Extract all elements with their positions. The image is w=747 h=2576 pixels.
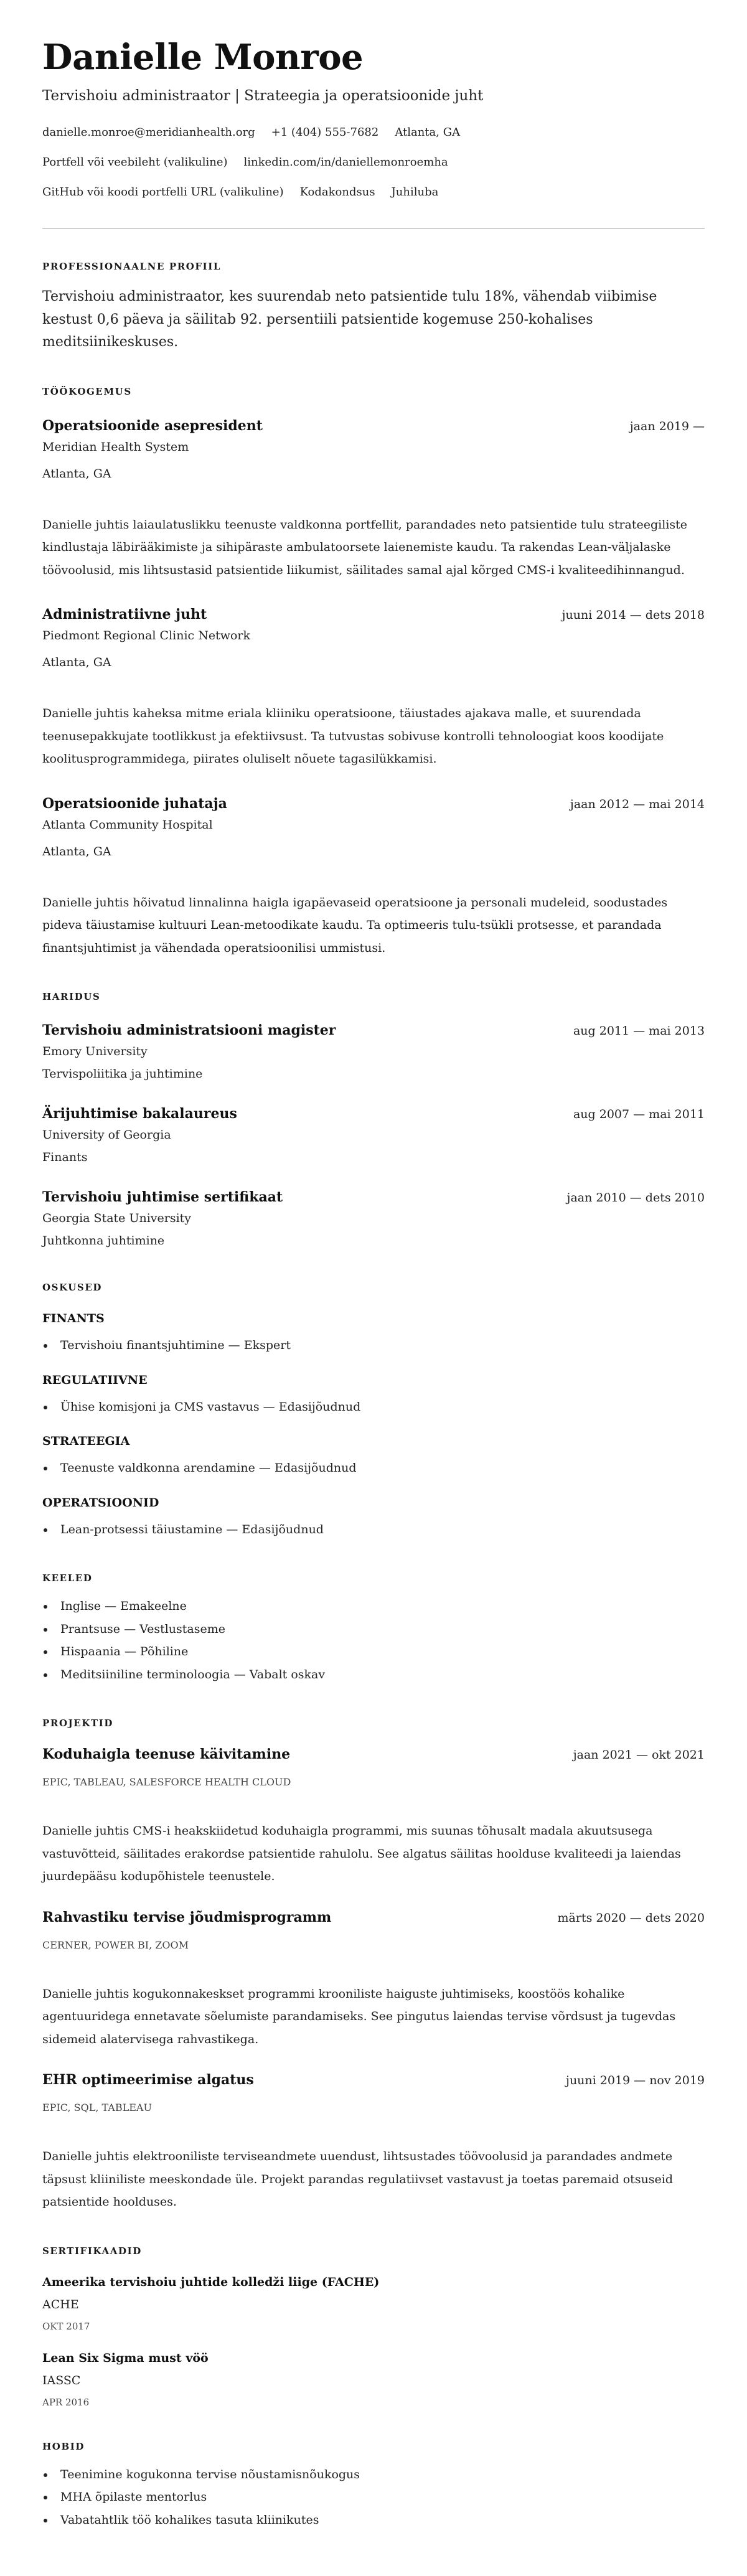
degree-title: Tervishoiu juhtimise sertifikaat: [42, 1189, 283, 1205]
job-header: [42, 416, 705, 436]
hobby-item: Vabatahtlik töö kohalikes tasuta kliinikutes: [42, 2509, 705, 2532]
hobby-item: Teenimine kogukonna tervise nõustamisnõukogus: [42, 2463, 705, 2486]
contact-line: [42, 118, 705, 148]
project-description: Danielle juhtis kogukonnakeskset programmi krooniliste haiguste juhtimiseks, koostöös kohalike agentuuridega ennetavate sõelumiste parandamiseks. See pingutus laiendas tervise võrdsust ja tugevdas sidemeid alatervisega rahvastikega.: [42, 1986, 676, 2046]
job-location: Atlanta, GA: [42, 656, 111, 669]
certification-issuer: IASSC: [42, 2373, 81, 2387]
profile-summary: Tervishoiu administraator, kes suurendab neto patsientide tulu 18%, vähendab viibimise kestust 0,6 päeva ja säilitab 92. persentiili patsientide kogemuse 250-kohalises meditsiinikeskuses.: [42, 289, 657, 350]
section-heading: OSKUSED: [42, 1282, 102, 1293]
language-item: Hispaania — Põhiline: [42, 1640, 705, 1663]
job-header: [42, 605, 705, 624]
section-heading: PROFESSIONAALNE PROFIIL: [42, 261, 222, 272]
contact-item: +1 (404) 555-7682: [271, 126, 379, 139]
certification-date: APR 2016: [42, 2396, 90, 2408]
project-dates: juuni 2019 — nov 2019: [566, 2074, 705, 2087]
skill-category: FINANTS: [42, 1312, 105, 1325]
job-description: Danielle juhtis hõivatud linnalinna haigla igapäevaseid operatsioone ja personali mudeleid, soodustades pideva täiustamise kultuuri Lean-metoodikate kaudu. Ta optimeeris tulu-tsükli protsesse, et parandada finantsjuhtimist ja vähendada operatsioonilisi ummistusi.: [42, 895, 668, 955]
contact-link[interactable]: linkedin.com/in/daniellemonroemha: [243, 156, 448, 169]
education-entry: [42, 1188, 705, 1250]
skill-list: [42, 1518, 705, 1541]
contact-info: [42, 118, 705, 207]
section-heading: PROJEKTID: [42, 1718, 113, 1729]
contact-line: [42, 148, 705, 177]
skill-list: [42, 1396, 705, 1419]
skill-category: REGULATIIVNE: [42, 1373, 148, 1387]
skill-item: Ühise komisjoni ja CMS vastavus — Edasijõudnud: [42, 1396, 705, 1419]
section-heading: KEELED: [42, 1572, 93, 1584]
job-dates: jaan 2019 —: [629, 419, 705, 433]
contact-item: Kodakondsus: [299, 186, 375, 199]
language-item: Inglise — Emakeelne: [42, 1595, 705, 1618]
skill-list: [42, 1457, 705, 1480]
company-name: Piedmont Regional Clinic Network: [42, 629, 251, 642]
job-title: Operatsioonide asepresident: [42, 417, 263, 434]
section-heading: SERTIFIKAADID: [42, 2245, 142, 2257]
job-header: [42, 794, 705, 814]
project-header: [42, 1908, 705, 1927]
education-header: [42, 1188, 705, 1207]
education-dates: jaan 2010 — dets 2010: [566, 1191, 705, 1205]
project-dates: märts 2020 — dets 2020: [557, 1911, 705, 1925]
skill-item: Tervishoiu finantsjuhtimine — Ekspert: [42, 1334, 705, 1357]
certification-entry: [42, 2273, 705, 2333]
job-description: Danielle juhtis kaheksa mitme eriala kliiniku operatsioone, täiustades ajakava malle, et suurendada teenusepakkujate tootlikkust ja efektiivsust. Ta tutvustas sobivuse kontrolli tehnoloogiat koos koodijate koolitusprogrammidega, piirates oluliselt nõuete tagasilükkamisi.: [42, 707, 664, 766]
job-dates: jaan 2012 — mai 2014: [570, 797, 705, 811]
language-item: Meditsiiniline terminoloogia — Vabalt oskav: [42, 1663, 705, 1686]
certification-title: Ameerika tervishoiu juhtide kolledži liige (FACHE): [42, 2275, 380, 2289]
certification-issuer: ACHE: [42, 2297, 79, 2311]
section-heading: HARIDUS: [42, 991, 101, 1002]
skill-item: Teenuste valdkonna arendamine — Edasijõudnud: [42, 1457, 705, 1480]
language-list: [42, 1595, 705, 1686]
project-description: Danielle juhtis elektrooniliste terviseandmete uuendust, lihtsustades töövoolusid ja parandades andmete täpsust kliiniliste meeskondade üle. Projekt parandas regulatiivset vastavust ja toetas paremaid otsuseid patsientide hoolduses.: [42, 2150, 674, 2209]
job-location: Atlanta, GA: [42, 844, 111, 858]
skill-list: [42, 1334, 705, 1357]
project-title: EHR optimeerimise algatus: [42, 2072, 254, 2088]
job-dates: juuni 2014 — dets 2018: [561, 608, 705, 622]
project-entry: [42, 2071, 705, 2214]
education-entry: [42, 1021, 705, 1083]
field-of-study: Finants: [42, 1150, 88, 1164]
project-header: [42, 1745, 705, 1764]
project-header: [42, 2071, 705, 2090]
contact-item: Juhiluba: [391, 186, 439, 199]
job-location: Atlanta, GA: [42, 466, 111, 481]
project-dates: jaan 2021 — okt 2021: [573, 1748, 705, 1762]
education-header: [42, 1021, 705, 1040]
certification-title: Lean Six Sigma must vöö: [42, 2351, 209, 2365]
school-name: University of Georgia: [42, 1128, 171, 1142]
header-divider: [42, 228, 705, 229]
field-of-study: Tervispoliitika ja juhtimine: [42, 1067, 203, 1081]
company-name: Atlanta Community Hospital: [42, 817, 213, 832]
hobby-list: [42, 2463, 705, 2532]
resume-header: [42, 37, 705, 207]
education-header: [42, 1104, 705, 1124]
project-title: Rahvastiku tervise jõudmisprogramm: [42, 1909, 332, 1925]
project-description: Danielle juhtis CMS-i heakskiidetud koduhaigla programmi, mis suunas tõhusalt madala akuutsusega vastuvõtteid, säilitades erakordse patsientide rahulolu. See algatus säilitas hoolduse kvaliteedi ja laiendas juurdepääsu kodupõhistele teenustele.: [42, 1824, 681, 1883]
section-heading: HOBID: [42, 2440, 85, 2452]
contact-item: GitHub või koodi portfelli URL (valikuline): [42, 186, 284, 199]
school-name: Georgia State University: [42, 1211, 192, 1225]
project-title: Koduhaigla teenuse käivitamine: [42, 1746, 291, 1762]
contact-item: Atlanta, GA: [395, 126, 461, 139]
skill-category: OPERATSIOONID: [42, 1495, 159, 1510]
degree-title: Tervishoiu administratsiooni magister: [42, 1022, 336, 1038]
job-entry: [42, 605, 705, 771]
hobby-item: MHA õpilaste mentorlus: [42, 2486, 705, 2509]
project-tech-stack: EPIC, TABLEAU, SALESFORCE HEALTH CLOUD: [42, 1776, 291, 1788]
education-dates: aug 2007 — mai 2011: [573, 1107, 705, 1121]
field-of-study: Juhtkonna juhtimine: [42, 1234, 165, 1248]
contact-line: [42, 177, 705, 207]
contact-link[interactable]: danielle.monroe@meridianhealth.org: [42, 126, 255, 139]
skill-item: Lean-protsessi täiustamine — Edasijõudnud: [42, 1518, 705, 1541]
project-entry: [42, 1908, 705, 2051]
job-entry: [42, 416, 705, 582]
job-title: Operatsioonide juhataja: [42, 795, 227, 812]
skill-category: STRATEEGIA: [42, 1434, 130, 1448]
candidate-name: Danielle Monroe: [42, 37, 364, 78]
company-name: Meridian Health System: [42, 440, 189, 454]
job-title: Administratiivne juht: [42, 606, 207, 623]
project-tech-stack: CERNER, POWER BI, ZOOM: [42, 1939, 189, 1951]
project-entry: [42, 1745, 705, 1888]
certification-date: OKT 2017: [42, 2320, 90, 2332]
degree-title: Ärijuhtimise bakalaureus: [42, 1106, 237, 1122]
language-item: Prantsuse — Vestlustaseme: [42, 1618, 705, 1641]
certification-entry: [42, 2349, 705, 2409]
education-dates: aug 2011 — mai 2013: [573, 1024, 705, 1038]
headline: Tervishoiu administraator | Strateegia ja operatsioonide juht: [42, 88, 484, 104]
project-tech-stack: EPIC, SQL, TABLEAU: [42, 2102, 152, 2113]
school-name: Emory University: [42, 1045, 148, 1058]
section-heading: TÖÖKOGEMUS: [42, 385, 132, 397]
job-entry: [42, 794, 705, 960]
education-entry: [42, 1104, 705, 1167]
job-description: Danielle juhtis laiaulatuslikku teenuste valdkonna portfellit, parandades neto patsientide tulu strateegiliste kindlustaja läbirääkimiste ja sihipäraste ambulatoorsete laienemiste kaudu. Ta rakendas Lean-väljalaske töövoolusid, mis lihtsustasid patsientide liikumist, säilitades samal ajal kõrged CMS-i kvaliteedihinnangud.: [42, 517, 688, 577]
contact-item: Portfell või veebileht (valikuline): [42, 156, 228, 169]
